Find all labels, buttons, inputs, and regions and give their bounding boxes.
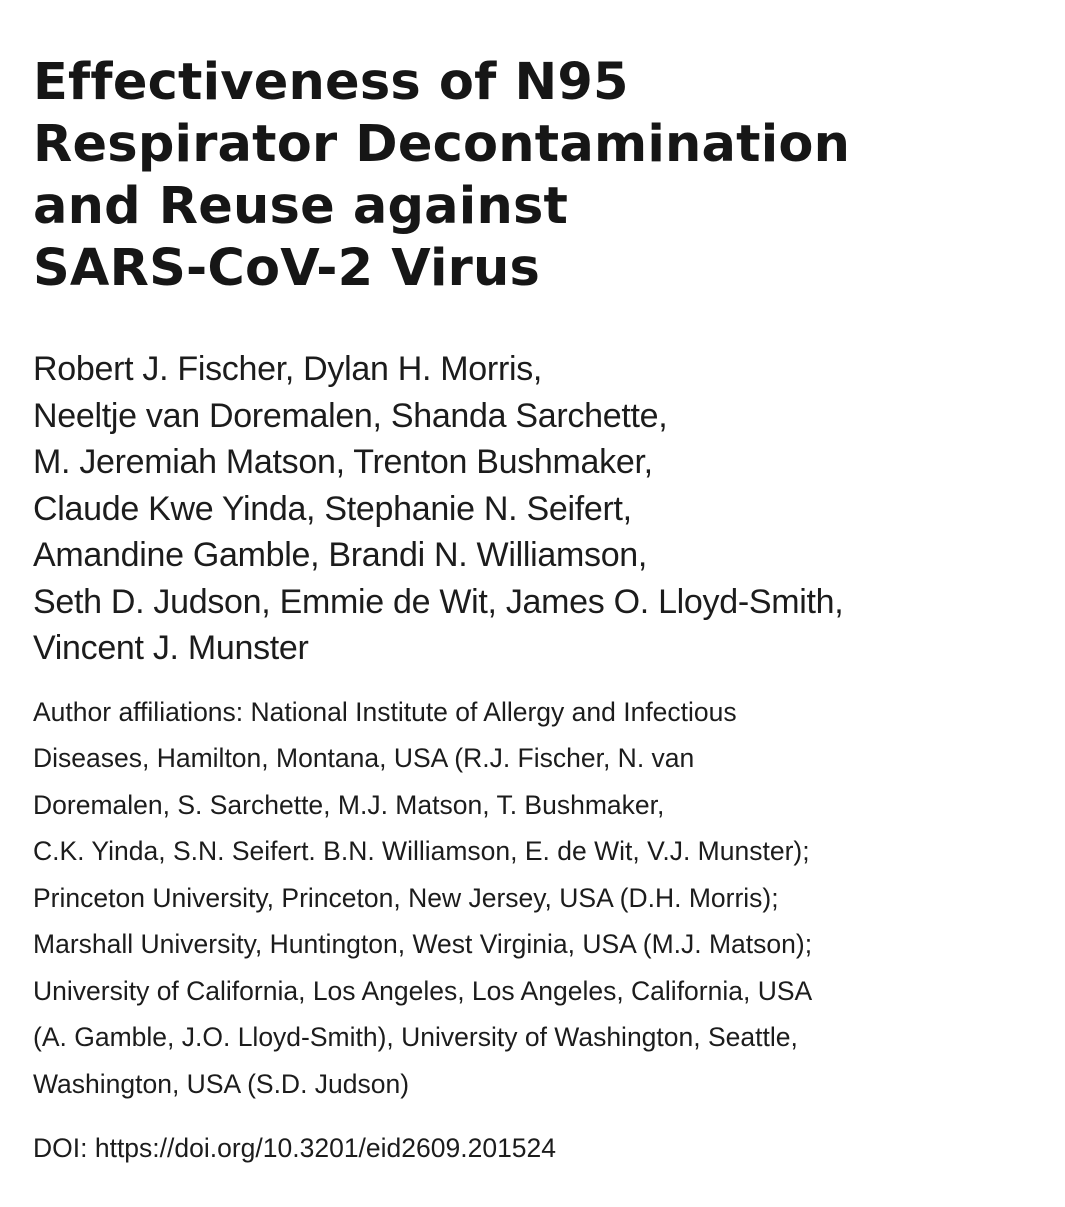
affiliation-line: Diseases, Hamilton, Montana, USA (R.J. Fischer, N. van bbox=[33, 743, 695, 773]
author-line: M. Jeremiah Matson, Trenton Bushmaker, bbox=[33, 443, 653, 481]
affiliation-line: Washington, USA (S.D. Judson) bbox=[33, 1068, 410, 1099]
title-line: SARS-CoV-2 Virus bbox=[33, 239, 541, 298]
author-line: Claude Kwe Yinda, Stephanie N. Seifert, bbox=[33, 489, 632, 528]
affiliation-line: University of California, Los Angeles, Los Angeles, California, USA bbox=[33, 975, 813, 1006]
paper-header bbox=[33, 52, 1033, 1168]
affiliation-line: Marshall University, Huntington, West Virginia, USA (M.J. Matson); bbox=[33, 929, 813, 959]
author-line: Vincent J. Munster bbox=[33, 629, 309, 667]
author-affiliations bbox=[33, 689, 1033, 1108]
author-list bbox=[33, 346, 1033, 672]
affiliation-line: (A. Gamble, J.O. Lloyd-Smith), University of Washington, Seattle, bbox=[33, 1022, 798, 1052]
title-line: and Reuse against bbox=[33, 177, 569, 236]
author-line: Neeltje van Doremalen, Shanda Sarchette, bbox=[33, 396, 668, 435]
affiliation-line: C.K. Yinda, S.N. Seifert. B.N. Williamson, E. de Wit, V.J. Munster); bbox=[33, 836, 810, 866]
title-line: Respirator Decontamination bbox=[33, 115, 851, 174]
author-line: Seth D. Judson, Emmie de Wit, James O. Lloyd-Smith, bbox=[33, 582, 844, 621]
doi-link[interactable]: DOI: https://doi.org/10.3201/eid2609.201524 bbox=[33, 1133, 557, 1163]
affiliation-line: Author affiliations: National Institute of Allergy and Infectious bbox=[33, 696, 737, 727]
title-line: Effectiveness of N95 bbox=[33, 53, 629, 112]
affiliation-line: Princeton University, Princeton, New Jersey, USA (D.H. Morris); bbox=[33, 882, 779, 913]
author-line: Robert J. Fischer, Dylan H. Morris, bbox=[33, 350, 543, 388]
author-line: Amandine Gamble, Brandi N. Williamson, bbox=[33, 536, 648, 574]
paper-title bbox=[33, 52, 1033, 300]
affiliation-line: Doremalen, S. Sarchette, M.J. Matson, T. Bushmaker, bbox=[33, 789, 665, 820]
